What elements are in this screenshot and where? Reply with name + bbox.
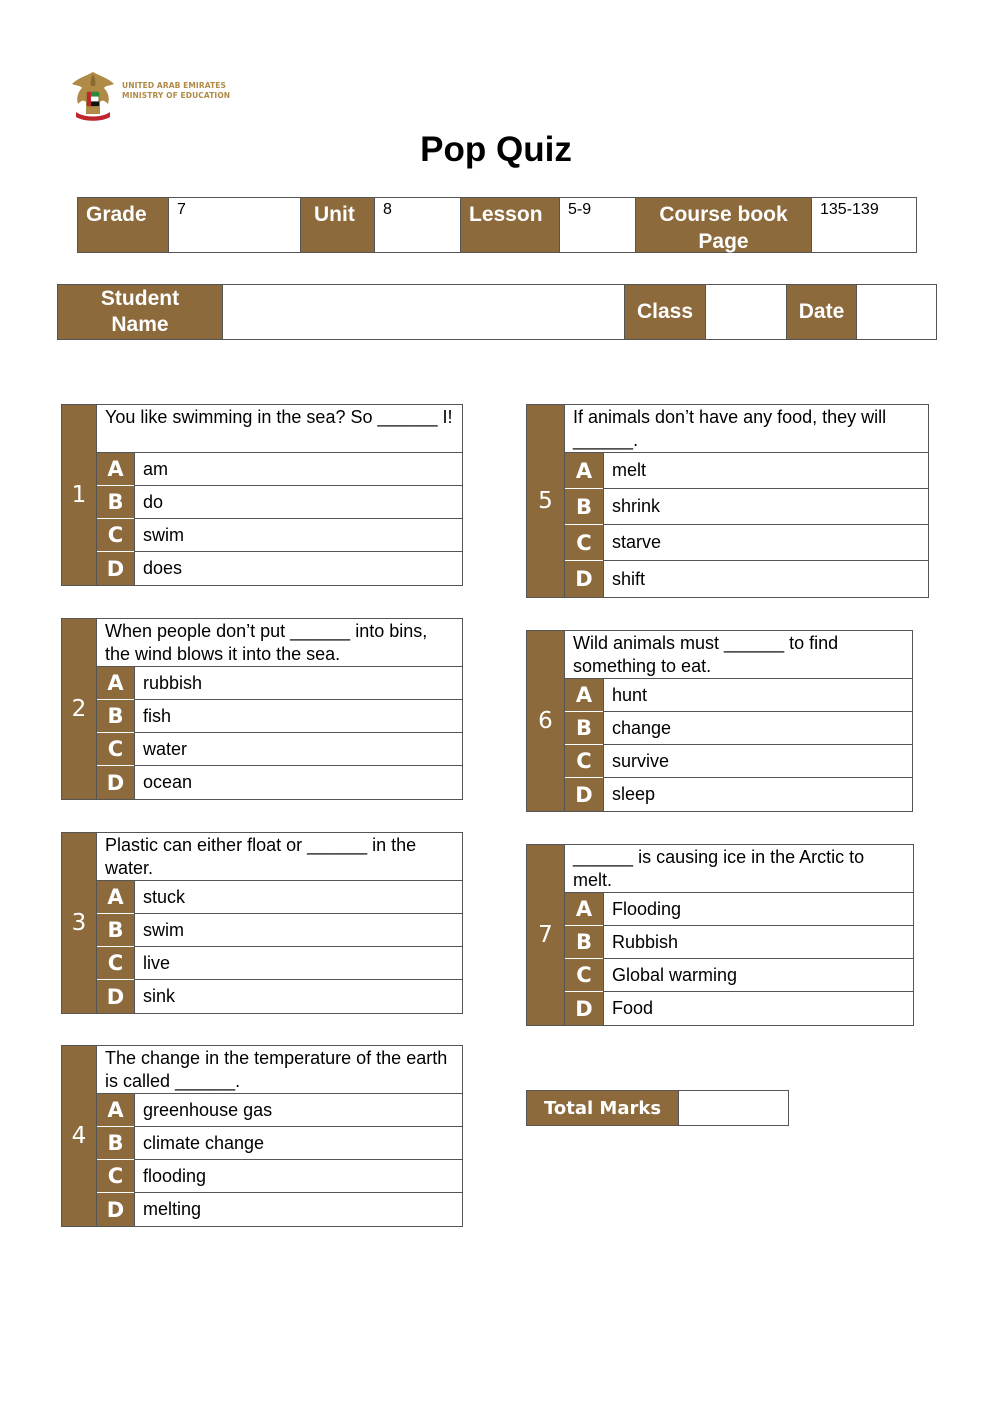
option-letter: D bbox=[97, 766, 134, 799]
option-c[interactable]: Global warming bbox=[603, 959, 913, 992]
option-a[interactable]: am bbox=[134, 453, 462, 486]
question-block bbox=[61, 1045, 463, 1227]
question-stem: Wild animals must ______ to find something to eat. bbox=[565, 631, 912, 679]
question-block bbox=[61, 618, 463, 800]
option-a[interactable]: greenhouse gas bbox=[134, 1094, 462, 1127]
option-a[interactable]: rubbish bbox=[134, 667, 462, 700]
student-name-field[interactable] bbox=[223, 285, 625, 339]
class-field[interactable] bbox=[706, 285, 787, 339]
option-letter: D bbox=[565, 992, 603, 1025]
course-page-label: Course book Page bbox=[636, 198, 812, 252]
total-marks-field[interactable] bbox=[679, 1091, 788, 1125]
option-a[interactable]: hunt bbox=[603, 679, 912, 712]
option-letter: A bbox=[97, 881, 134, 914]
question-number: 5 bbox=[527, 405, 565, 597]
option-d[interactable]: melting bbox=[134, 1193, 462, 1226]
option-c[interactable]: survive bbox=[603, 745, 912, 778]
question-number: 6 bbox=[527, 631, 565, 811]
option-letter: B bbox=[565, 489, 603, 525]
question-stem: When people don’t put ______ into bins, the wind blows it into the sea. bbox=[97, 619, 462, 667]
option-d[interactable]: Food bbox=[603, 992, 913, 1025]
option-letter: B bbox=[97, 1127, 134, 1160]
option-letter: A bbox=[97, 1094, 134, 1127]
question-number: 7 bbox=[527, 845, 565, 1025]
course-page-value[interactable]: 135-139 bbox=[820, 201, 879, 218]
grade-label: Grade bbox=[78, 198, 169, 252]
option-c[interactable]: water bbox=[134, 733, 462, 766]
option-letter: A bbox=[565, 679, 603, 712]
question-number: 2 bbox=[62, 619, 97, 799]
option-d[interactable]: shift bbox=[603, 561, 928, 597]
option-b[interactable]: do bbox=[134, 486, 462, 519]
option-letter: C bbox=[97, 947, 134, 980]
question-block bbox=[526, 404, 929, 598]
option-letter: A bbox=[97, 453, 134, 486]
option-d[interactable]: sleep bbox=[603, 778, 912, 811]
option-c[interactable]: starve bbox=[603, 525, 928, 561]
option-b[interactable]: climate change bbox=[134, 1127, 462, 1160]
option-letter: C bbox=[97, 1160, 134, 1193]
logo-line-1: UNITED ARAB EMIRATES bbox=[122, 81, 226, 90]
question-block bbox=[526, 630, 913, 812]
option-letter: A bbox=[565, 453, 603, 489]
option-letter: C bbox=[565, 959, 603, 992]
ministry-logo bbox=[70, 70, 270, 122]
question-stem: ______ is causing ice in the Arctic to melt. bbox=[565, 845, 913, 893]
option-d[interactable]: ocean bbox=[134, 766, 462, 799]
option-letter: D bbox=[97, 1193, 134, 1226]
option-c[interactable]: swim bbox=[134, 519, 462, 552]
page-title: Pop Quiz bbox=[420, 130, 572, 169]
option-b[interactable]: Rubbish bbox=[603, 926, 913, 959]
date-label: Date bbox=[787, 285, 857, 339]
option-c[interactable]: flooding bbox=[134, 1160, 462, 1193]
question-number: 3 bbox=[62, 833, 97, 1013]
course-info-table bbox=[77, 197, 917, 253]
option-d[interactable]: does bbox=[134, 552, 462, 585]
option-letter: B bbox=[565, 712, 603, 745]
option-a[interactable]: stuck bbox=[134, 881, 462, 914]
option-b[interactable]: change bbox=[603, 712, 912, 745]
date-field[interactable] bbox=[857, 285, 936, 339]
option-letter: D bbox=[565, 561, 603, 597]
total-marks-label: Total Marks bbox=[527, 1091, 679, 1125]
question-block bbox=[61, 404, 463, 586]
question-block bbox=[526, 844, 914, 1026]
student-info-table bbox=[57, 284, 937, 340]
option-letter: D bbox=[97, 980, 134, 1013]
option-letter: D bbox=[565, 778, 603, 811]
question-number: 1 bbox=[62, 405, 97, 585]
class-label: Class bbox=[625, 285, 706, 339]
unit-label: Unit bbox=[301, 198, 375, 252]
option-letter: B bbox=[97, 700, 134, 733]
question-stem: If animals don’t have any food, they will ______. bbox=[565, 405, 928, 453]
emblem-icon bbox=[70, 70, 116, 122]
option-b[interactable]: fish bbox=[134, 700, 462, 733]
option-c[interactable]: live bbox=[134, 947, 462, 980]
option-letter: B bbox=[565, 926, 603, 959]
logo-line-2: MINISTRY OF EDUCATION bbox=[122, 91, 231, 100]
option-letter: C bbox=[565, 525, 603, 561]
question-stem: You like swimming in the sea? So ______ I! bbox=[97, 405, 462, 453]
lesson-label: Lesson bbox=[461, 198, 560, 252]
option-b[interactable]: shrink bbox=[603, 489, 928, 525]
question-stem: Plastic can either float or ______ in the water. bbox=[97, 833, 462, 881]
grade-value[interactable]: 7 bbox=[169, 198, 301, 252]
lesson-value[interactable]: 5-9 bbox=[560, 198, 636, 252]
question-block bbox=[61, 832, 463, 1014]
option-a[interactable]: melt bbox=[603, 453, 928, 489]
option-letter: C bbox=[97, 519, 134, 552]
option-letter: A bbox=[97, 667, 134, 700]
option-letter: B bbox=[97, 914, 134, 947]
question-stem: The change in the temperature of the earth is called ______. bbox=[97, 1046, 462, 1094]
option-letter: A bbox=[565, 893, 603, 926]
option-letter: C bbox=[97, 733, 134, 766]
student-name-label: Student Name bbox=[58, 285, 223, 339]
option-a[interactable]: Flooding bbox=[603, 893, 913, 926]
option-letter: C bbox=[565, 745, 603, 778]
option-d[interactable]: sink bbox=[134, 980, 462, 1013]
total-marks-box bbox=[526, 1090, 789, 1126]
question-number: 4 bbox=[62, 1046, 97, 1226]
unit-value[interactable]: 8 bbox=[375, 198, 461, 252]
option-b[interactable]: swim bbox=[134, 914, 462, 947]
option-letter: D bbox=[97, 552, 134, 585]
option-letter: B bbox=[97, 486, 134, 519]
